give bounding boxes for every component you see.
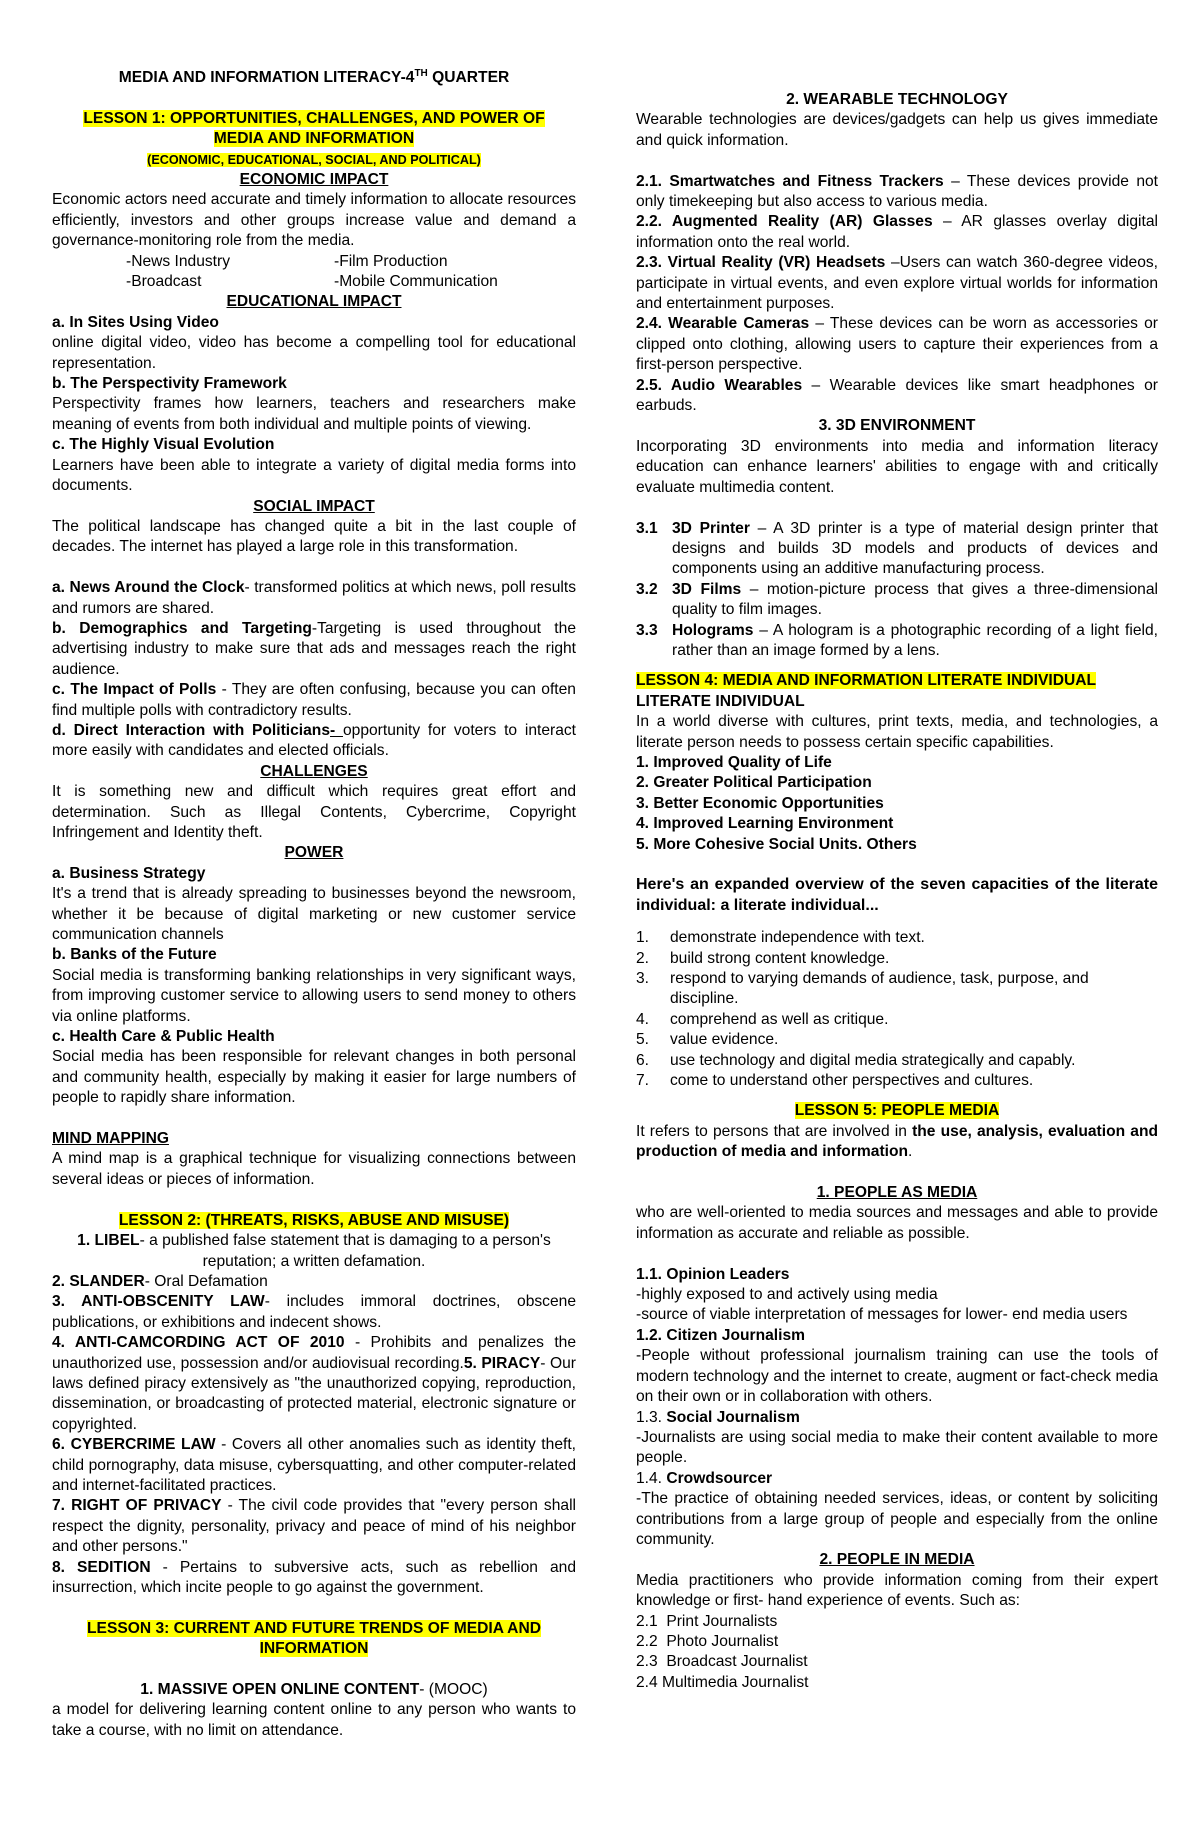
literate-individual-heading: LITERATE INDIVIDUAL: [636, 692, 805, 710]
power-heading: POWER: [284, 844, 344, 862]
list-item: -Film Production: [334, 252, 448, 270]
people-in-media-heading: 2. PEOPLE IN MEDIA: [819, 1551, 975, 1569]
subheading: 1.2. Citizen Journalism: [636, 1326, 805, 1344]
lesson2-title: LESSON 2: (THREATS, RISKS, ABUSE AND MISUSE): [118, 1211, 510, 1229]
mind-mapping-heading: MIND MAPPING: [52, 1130, 169, 1148]
list-item: 6. use technology and digital media strategically and capably.: [636, 1051, 1076, 1069]
mooc-heading: 1. MASSIVE OPEN ONLINE CONTENT- (MOOC): [140, 1681, 488, 1698]
paragraph: A mind map is a graphical technique for visualizing connections between several ideas or pieces of information.: [52, 1150, 576, 1188]
lesson4-title: LESSON 4: MEDIA AND INFORMATION LITERATE INDIVIDUAL: [636, 672, 1097, 690]
paragraph: Perspectivity frames how learners, teachers and researchers make meaning of events from both individual and multiple points of viewing.: [52, 395, 576, 433]
3d-environment-heading: 3. 3D ENVIRONMENT: [818, 417, 976, 435]
list-item: 2. Greater Political Participation: [636, 774, 872, 792]
paragraph: 6. CYBERCRIME LAW - Covers all other anomalies such as identity theft, child pornography, data misuse, cybersquatting, and other computer-related and internet-facilitated practices.: [52, 1436, 576, 1494]
paragraph: online digital video, video has become a compelling tool for educational representation.: [52, 334, 576, 372]
paragraph: 2.3. Virtual Reality (VR) Headsets –Users can watch 360-degree videos, participate in virtual events, and even explore virtual worlds for information and entertainment purposes.: [636, 254, 1159, 313]
economic-items: [52, 252, 576, 272]
paragraph: -Journalists are using social media to make their content available to more people.: [636, 1428, 1158, 1467]
list-item: 2.4 Multimedia Journalist: [636, 1673, 809, 1691]
paragraph: c. The Impact of Polls - They are often confusing, because you can often find multiple polls with contradictory results.: [52, 681, 576, 719]
subheading: b. The Perspectivity Framework: [52, 375, 287, 393]
paragraph: Media practitioners who provide information coming from their expert knowledge or first- hand experience of events. Such as:: [636, 1571, 1158, 1610]
overview-heading: Here's an expanded overview of the seven capacities of the literate individual: a literate individual...: [636, 876, 1158, 914]
paragraph: 8. SEDITION - Pertains to subversive acts, such as rebellion and insurrection, which incite people to go against the government.: [52, 1558, 576, 1596]
list-item: 3.3 Holograms – A hologram is a photographic recording of a light field, rather than an image formed by a lens.: [636, 621, 1158, 659]
subheading: c. Health Care & Public Health: [52, 1028, 275, 1046]
paragraph: 2.2. Augmented Reality (AR) Glasses – AR glasses overlay digital information onto the real world.: [636, 213, 1158, 251]
educational-impact-heading: EDUCATIONAL IMPACT: [226, 293, 402, 311]
wearable-heading: 2. WEARABLE TECHNOLOGY: [786, 91, 1008, 108]
paragraph: 3. ANTI-OBSCENITY LAW- includes immoral doctrines, obscene publications, or exhibitions and indecent shows.: [52, 1293, 576, 1331]
paragraph: 2. SLANDER- Oral Defamation: [52, 1272, 268, 1290]
people-as-media-heading: 1. PEOPLE AS MEDIA: [816, 1184, 978, 1202]
list-item: 3.1 3D Printer – A 3D printer is a type of material design printer that designs and builds 3D models and products of devices and components using an additive manufacturing process.: [636, 519, 1159, 578]
lesson1-title: LESSON 1: OPPORTUNITIES, CHALLENGES, AND POWER OF MEDIA AND INFORMATION (ECONOMIC, EDUCATIONAL, SOCIAL, AND POLITICAL): [83, 109, 545, 167]
challenges-heading: CHALLENGES: [260, 762, 368, 780]
paragraph: It's a trend that is already spreading to businesses beyond the newsroom, whether it be because of digital marketing or new customer service communication channels: [52, 885, 576, 944]
list-item: 3.2 3D Films – motion-picture process that gives a three-dimensional quality to film images.: [636, 580, 1158, 619]
lesson5-title: LESSON 5: PEOPLE MEDIA: [794, 1102, 1000, 1120]
lesson3-title: LESSON 3: CURRENT AND FUTURE TRENDS OF MEDIA AND INFORMATION: [87, 1619, 541, 1658]
subheading: a. Business Strategy: [52, 864, 206, 882]
paragraph: Wearable technologies are devices/gadgets can help us gives immediate and quick information.: [636, 111, 1158, 149]
left-column: [52, 68, 576, 1741]
paragraph: 1. LIBEL- a published false statement that is damaging to a person's reputation; a written defamation.: [77, 1232, 551, 1270]
paragraph: 2.1. Smartwatches and Fitness Trackers – These devices provide not only timekeeping but also access to various media.: [636, 172, 1158, 211]
list-item: 3. respond to varying demands of audience, task, purpose, and discipline.: [636, 970, 1089, 1008]
paragraph: 2.4. Wearable Cameras – These devices can be worn as accessories or clipped onto clothing, allowing users to capture their experiences from a first-person perspective.: [636, 315, 1158, 374]
paragraph: 2.5. Audio Wearables – Wearable devices like smart headphones or earbuds.: [636, 376, 1158, 415]
economic-impact-heading: ECONOMIC IMPACT: [239, 171, 389, 189]
paragraph: In a world diverse with cultures, print texts, media, and technologies, a literate person needs to possess certain specific capabilities.: [636, 713, 1158, 751]
subheading: b. Banks of the Future: [52, 946, 217, 964]
subheading: c. The Highly Visual Evolution: [52, 436, 275, 454]
paragraph: d. Direct Interaction with Politicians- opportunity for voters to interact more easily with candidates and elected officials.: [52, 721, 577, 760]
paragraph: 7. RIGHT OF PRIVACY - The civil code provides that "every person shall respect the dignity, personality, privacy and peace of mind of his neighbor and other persons.": [52, 1497, 576, 1556]
paragraph: -People without professional journalism training can use the tools of modern technology and the internet to create, augment or fact-check media on their own or in collaboration with others.: [636, 1347, 1158, 1406]
paragraph: b. Demographics and Targeting-Targeting is used throughout the advertising industry to make sure that ads and messages reach the right audience.: [52, 619, 576, 678]
paragraph: It is something new and difficult which requires great effort and determination. Such as Illegal Contents, Cybercrime, Copyright Infringement and Identity theft.: [52, 783, 576, 841]
paragraph: who are well-oriented to media sources and messages and able to provide information as accurate and reliable as possible.: [636, 1204, 1158, 1242]
document-title: MEDIA AND INFORMATION LITERACY-4TH QUARTER: [118, 67, 510, 86]
paragraph: -The practice of obtaining needed services, ideas, or content by soliciting contributions from a large group of people and especially from the online community.: [636, 1490, 1158, 1548]
list-item: 2.1 Print Journalists: [636, 1612, 778, 1630]
subheading: a. In Sites Using Video: [52, 313, 219, 331]
paragraph: Social media has been responsible for relevant changes in both personal and community health, especially by making it easier for large numbers of people to rapidly share information.: [52, 1048, 576, 1107]
paragraph: It refers to persons that are involved in the use, analysis, evaluation and production of media and information.: [636, 1122, 1158, 1161]
paragraph: a. News Around the Clock- transformed politics at which news, poll results and rumors are shared.: [52, 579, 576, 617]
subheading: 1.1. Opinion Leaders: [636, 1265, 790, 1283]
paragraph: -source of viable interpretation of messages for lower- end media users: [636, 1306, 1128, 1324]
list-item: 1. demonstrate independence with text.: [636, 929, 925, 947]
paragraph: a model for delivering learning content online to any person who wants to take a course, with no limit on attendance.: [52, 1701, 576, 1739]
list-item: 2.2 Photo Journalist: [636, 1632, 779, 1650]
paragraph: The political landscape has changed quite a bit in the last couple of decades. The internet has played a large role in this transformation.: [52, 517, 576, 556]
paragraph: -highly exposed to and actively using media: [636, 1286, 938, 1304]
list-item: -News Industry: [126, 252, 230, 270]
economic-items: [52, 272, 576, 292]
list-item: 3. Better Economic Opportunities: [636, 794, 884, 812]
paragraph: Learners have been able to integrate a variety of digital media forms into documents.: [52, 456, 576, 495]
list-item: -Broadcast: [126, 273, 202, 291]
social-impact-heading: SOCIAL IMPACT: [253, 497, 375, 515]
list-item: 5. More Cohesive Social Units. Others: [636, 835, 917, 853]
list-item: 4. comprehend as well as critique.: [636, 1010, 889, 1028]
paragraph: Incorporating 3D environments into media and information literacy education can enhance learners' abilities to engage with and critically evaluate multimedia content.: [636, 437, 1158, 496]
list-item: 1. Improved Quality of Life: [636, 753, 832, 771]
paragraph: 4. ANTI-CAMCORDING ACT OF 2010 - Prohibits and penalizes the unauthorized use, possession and/or audiovisual recording.5. PIRACY- Our laws defined piracy extensively as "the unauthorized copying, reproduction, dissemination, or broadcasting of protected material, electronic signature or copyrighted.: [52, 1334, 576, 1433]
list-item: 2.3 Broadcast Journalist: [636, 1653, 808, 1671]
economic-impact-text: Economic actors need accurate and timely information to allocate resources efficiently, investors and other groups increase value and demand a governance-monitoring role from the media.: [52, 191, 576, 250]
right-column: [636, 90, 1158, 1693]
list-item: 4. Improved Learning Environment: [636, 815, 894, 833]
paragraph: Social media is transforming banking relationships in very significant ways, from improving customer service to allowing users to send money to others via online platforms.: [52, 966, 576, 1025]
list-item: 5. value evidence.: [636, 1031, 779, 1049]
subheading: 1.4. Crowdsourcer: [636, 1469, 773, 1487]
subheading: 1.3. Social Journalism: [636, 1408, 800, 1426]
list-item: 2. build strong content knowledge.: [636, 949, 890, 967]
list-item: -Mobile Communication: [334, 273, 498, 291]
list-item: 7. come to understand other perspectives and cultures.: [636, 1072, 1034, 1090]
